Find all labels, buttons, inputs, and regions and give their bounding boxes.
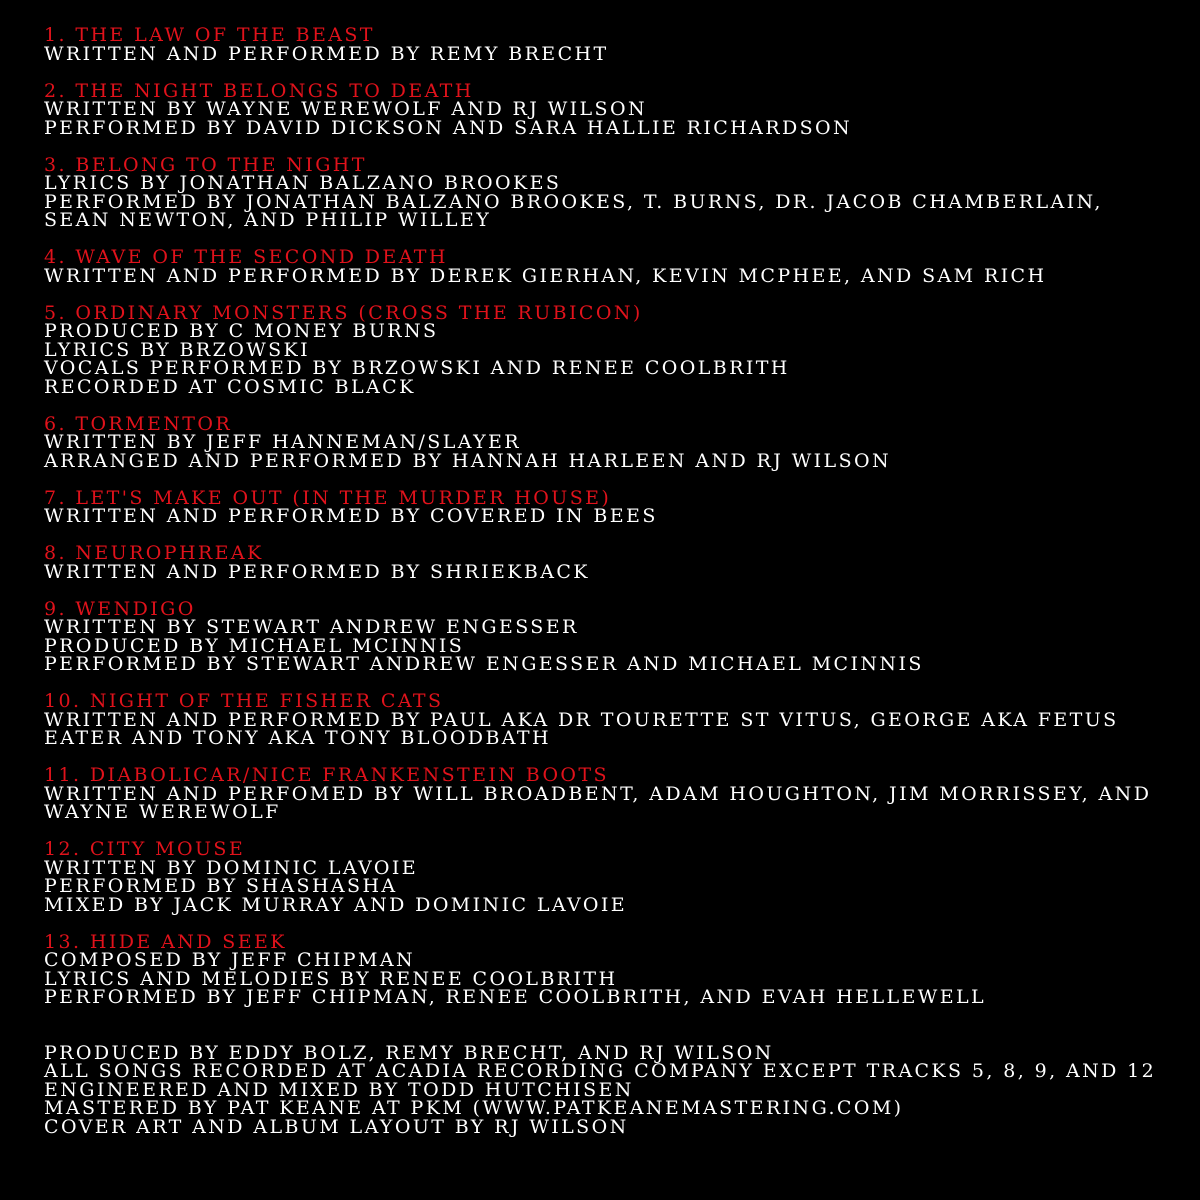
track-credit: PERFORMED BY SHASHASHA — [44, 875, 398, 897]
track-credit: WRITTEN BY DOMINIC LAVOIE — [44, 856, 418, 879]
track-credit: WRITTEN BY STEWART ANDREW ENGESSER — [44, 616, 579, 638]
track-credit: WRITTEN AND PERFORMED BY REMY BRECHT — [44, 42, 609, 65]
track-title: 9. WENDIGO — [44, 597, 196, 620]
album-credits — [44, 1041, 1184, 1138]
track-credit: WRITTEN AND PERFOMED BY WILL BROADBENT, ADAM HOUGHTON, JIM MORRISSEY, AND — [44, 782, 1152, 805]
track-title: 4. WAVE OF THE SECOND DEATH — [44, 246, 448, 268]
album-credit-line: PRODUCED BY EDDY BOLZ, REMY BRECHT, AND RJ WILSON — [44, 1041, 774, 1064]
track-credit: LYRICS AND MELODIES BY RENEE COOLBRITH — [44, 967, 618, 990]
track-title: 2. THE NIGHT BELONGS TO DEATH — [44, 79, 474, 102]
track-entry — [44, 597, 1184, 675]
track-credit: EATER AND TONY AKA TONY BLOODBATH — [44, 727, 551, 749]
track-title: 12. CITY MOUSE — [44, 838, 246, 860]
track-entry — [44, 840, 1184, 914]
track-credit: WRITTEN AND PERFORMED BY COVERED IN BEES — [44, 505, 658, 527]
track-title: 13. HIDE AND SEEK — [44, 930, 287, 953]
track-credit: PRODUCED BY C MONEY BURNS — [44, 320, 439, 342]
track-credit: WRITTEN AND PERFORMED BY DEREK GIERHAN, KEVIN MCPHEE, AND SAM RICH — [44, 264, 1047, 287]
track-credit: WRITTEN BY WAYNE WEREWOLF AND RJ WILSON — [44, 98, 647, 120]
track-title: 3. BELONG TO THE NIGHT — [44, 153, 367, 176]
track-title: 11. DIABOLICAR/NICE FRANKENSTEIN BOOTS — [44, 764, 609, 786]
track-credit: PERFORMED BY JONATHAN BALZANO BROOKES, T. BURNS, DR. JACOB CHAMBERLAIN, — [44, 190, 1103, 213]
track-credit: PERFORMED BY STEWART ANDREW ENGESSER AND MICHAEL MCINNIS — [44, 653, 924, 675]
track-credit: LYRICS BY JONATHAN BALZANO BROOKES — [44, 172, 562, 194]
track-list — [44, 26, 1184, 1007]
track-credit: LYRICS BY BRZOWSKI — [44, 338, 311, 361]
track-entry — [44, 79, 1184, 139]
track-title: 6. TORMENTOR — [44, 412, 233, 435]
track-credit: ARRANGED AND PERFORMED BY HANNAH HARLEEN AND RJ WILSON — [44, 449, 891, 472]
track-entry — [44, 766, 1184, 822]
album-credit-line: MASTERED BY PAT KEANE AT PKM (WWW.PATKEANEMASTERING.COM) — [44, 1097, 904, 1119]
track-credit: PERFORMED BY JEFF CHIPMAN, RENEE COOLBRITH, AND EVAH HELLEWELL — [44, 986, 986, 1008]
track-entry — [44, 26, 1184, 63]
album-credit-line: COVER ART AND ALBUM LAYOUT BY RJ WILSON — [44, 1115, 629, 1138]
track-credit: PERFORMED BY DAVID DICKSON AND SARA HALLIE RICHARDSON — [44, 116, 853, 139]
track-credit: MIXED BY JACK MURRAY AND DOMINIC LAVOIE — [44, 893, 627, 916]
track-entry — [44, 486, 1184, 527]
track-entry — [44, 248, 1184, 285]
track-credit: PRODUCED BY MICHAEL MCINNIS — [44, 634, 465, 657]
album-credit-line: ENGINEERED AND MIXED BY TODD HUTCHISEN — [44, 1078, 634, 1101]
track-credit: SEAN NEWTON, AND PHILIP WILLEY — [44, 209, 492, 231]
track-credit: WRITTEN AND PERFORMED BY SHRIEKBACK — [44, 560, 590, 583]
track-credit: WRITTEN BY JEFF HANNEMAN/SLAYER — [44, 431, 521, 453]
track-entry — [44, 930, 1184, 1008]
track-title: 8. NEUROPHREAK — [44, 542, 264, 564]
track-entry — [44, 692, 1184, 748]
track-credit: COMPOSED BY JEFF CHIPMAN — [44, 949, 415, 971]
track-entry — [44, 544, 1184, 581]
track-entry — [44, 412, 1184, 472]
track-title: 5. ORDINARY MONSTERS (CROSS THE RUBICON) — [44, 301, 643, 324]
track-credit: WRITTEN AND PERFORMED BY PAUL AKA DR TOURETTE ST VITUS, GEORGE AKA FETUS — [44, 708, 1119, 731]
track-credit: VOCALS PERFORMED BY BRZOWSKI AND RENEE COOLBRITH — [44, 357, 790, 379]
track-title: 1. THE LAW OF THE BEAST — [44, 24, 375, 46]
track-title: 10. NIGHT OF THE FISHER CATS — [44, 690, 444, 712]
track-entry — [44, 301, 1184, 398]
track-credit: RECORDED AT COSMIC BLACK — [44, 375, 416, 398]
track-entry — [44, 153, 1184, 231]
track-title: 7. LET'S MAKE OUT (IN THE MURDER HOUSE) — [44, 486, 612, 509]
track-credit: WAYNE WEREWOLF — [44, 801, 281, 823]
liner-notes — [44, 26, 1184, 1136]
album-credit-line: ALL SONGS RECORDED AT ACADIA RECORDING COMPANY EXCEPT TRACKS 5, 8, 9, AND 12 — [44, 1060, 1157, 1082]
